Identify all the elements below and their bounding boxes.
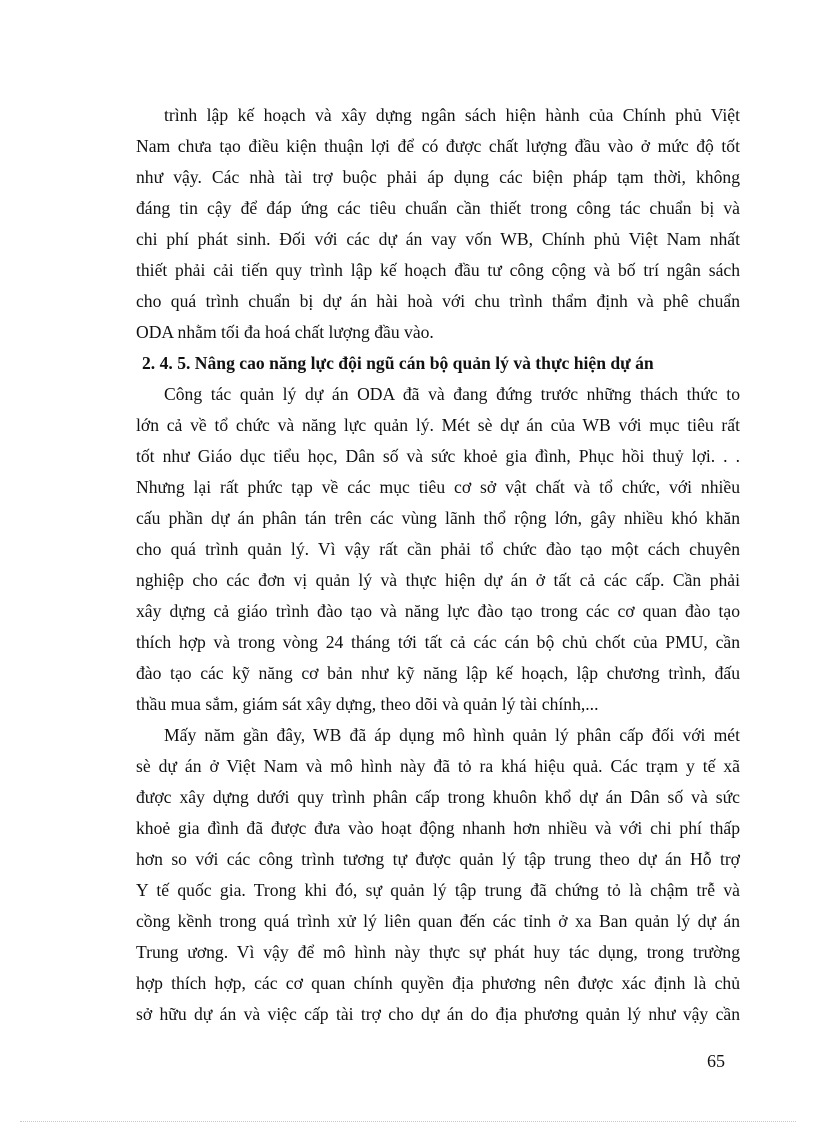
text-line: tốt như Giáo dục tiểu học, Dân số và sức khoẻ gia đình, Phục hồi thuỷ lợi. . .: [136, 446, 740, 466]
text-line: thiết phải cải tiến quy trình lập kế hoạch đầu tư công cộng và bố trí ngân sách: [136, 260, 740, 280]
text-line: nghiệp cho các đơn vị quản lý và thực hiện dự án ở tất cả các cấp. Cần phải: [136, 570, 740, 590]
text-line: hợp thích hợp, các cơ quan chính quyền địa phương nên được xác định là chủ: [136, 973, 740, 993]
text-line: Nam chưa tạo điều kiện thuận lợi để có được chất lượng đầu vào ở mức độ tốt: [136, 136, 740, 156]
paragraph-capacity-challenges: [136, 379, 740, 720]
text-line: như vậy. Các nhà tài trợ buộc phải áp dụng các biện pháp tạm thời, không: [136, 167, 740, 187]
text-line: trình lập kế hoạch và xây dựng ngân sách hiện hành của Chính phủ Việt: [164, 105, 740, 125]
text-line: sè dự án ở Việt Nam và mô hình này đã tỏ ra khá hiệu quả. Các trạm y tế xã: [136, 756, 740, 776]
text-line: hơn so với các công trình tương tự được quản lý tập trung theo dự án Hỗ trợ: [136, 849, 740, 869]
text-line: Y tế quốc gia. Trong khi đó, sự quản lý tập trung đã chứng tỏ là chậm trễ và: [136, 880, 740, 900]
text-line: khoẻ gia đình đã được đưa vào hoạt động nhanh hơn nhiều và với chi phí thấp: [136, 818, 740, 838]
page-number: 65: [707, 1051, 725, 1071]
text-line: ODA nhằm tối đa hoá chất lượng đầu vào.: [136, 322, 434, 342]
text-line: sở hữu dự án và việc cấp tài trợ cho dự án do địa phương quản lý như vậy cần: [136, 1004, 740, 1024]
text-line: đáng tin cậy để đáp ứng các tiêu chuẩn cần thiết trong công tác chuẩn bị và: [136, 198, 740, 218]
text-line: thích hợp và trong vòng 24 tháng tới tất cả các cán bộ chủ chốt của PMU, cần: [136, 632, 740, 652]
text-line: cho quá trình chuẩn bị dự án hài hoà với chu trình thẩm định và phê chuẩn: [136, 291, 740, 311]
text-line: Mấy năm gần đây, WB đã áp dụng mô hình quản lý phân cấp đối với mét: [164, 725, 740, 745]
page-body: [136, 100, 740, 1030]
page-bottom-divider: [20, 1121, 796, 1122]
paragraph-budget-planning: [136, 100, 740, 348]
text-line: Công tác quản lý dự án ODA đã và đang đứng trước những thách thức to: [164, 384, 740, 404]
text-line: Trung ương. Vì vậy để mô hình này thực sự phát huy tác dụng, trong trường: [136, 942, 740, 962]
text-line: được xây dựng dưới quy trình phân cấp trong khuôn khổ dự án Dân số và sức: [136, 787, 740, 807]
section-heading: 2. 4. 5. Nâng cao năng lực đội ngũ cán bộ quản lý và thực hiện dự án: [142, 353, 654, 373]
text-line: lớn cả về tổ chức và năng lực quản lý. Mét sè dự án của WB với mục tiêu rất: [136, 415, 740, 435]
text-line: cấu phần dự án phân tán trên các vùng lãnh thổ rộng lớn, gây nhiều khó khăn: [136, 508, 740, 528]
text-line: xây dựng cả giáo trình đào tạo và năng lực đào tạo trong các cơ quan đào tạo: [136, 601, 740, 621]
text-line: chi phí phát sinh. Đối với các dự án vay vốn WB, Chính phủ Việt Nam nhất: [136, 229, 740, 249]
paragraph-decentralized-management: [136, 720, 740, 1030]
text-line: thầu mua sắm, giám sát xây dựng, theo dõi và quản lý tài chính,...: [136, 694, 599, 714]
text-line: Nhưng lại rất phức tạp về các mục tiêu cơ sở vật chất và tổ chức, với nhiều: [136, 477, 740, 497]
text-line: đào tạo các kỹ năng cơ bản như kỹ năng lập kế hoạch, lập chương trình, đấu: [136, 663, 740, 683]
text-line: cho quá trình quản lý. Vì vậy rất cần phải tổ chức đào tạo một cách chuyên: [136, 539, 740, 559]
text-line: cồng kềnh trong quá trình xử lý liên quan đến các tỉnh ở xa Ban quản lý dự án: [136, 911, 740, 931]
